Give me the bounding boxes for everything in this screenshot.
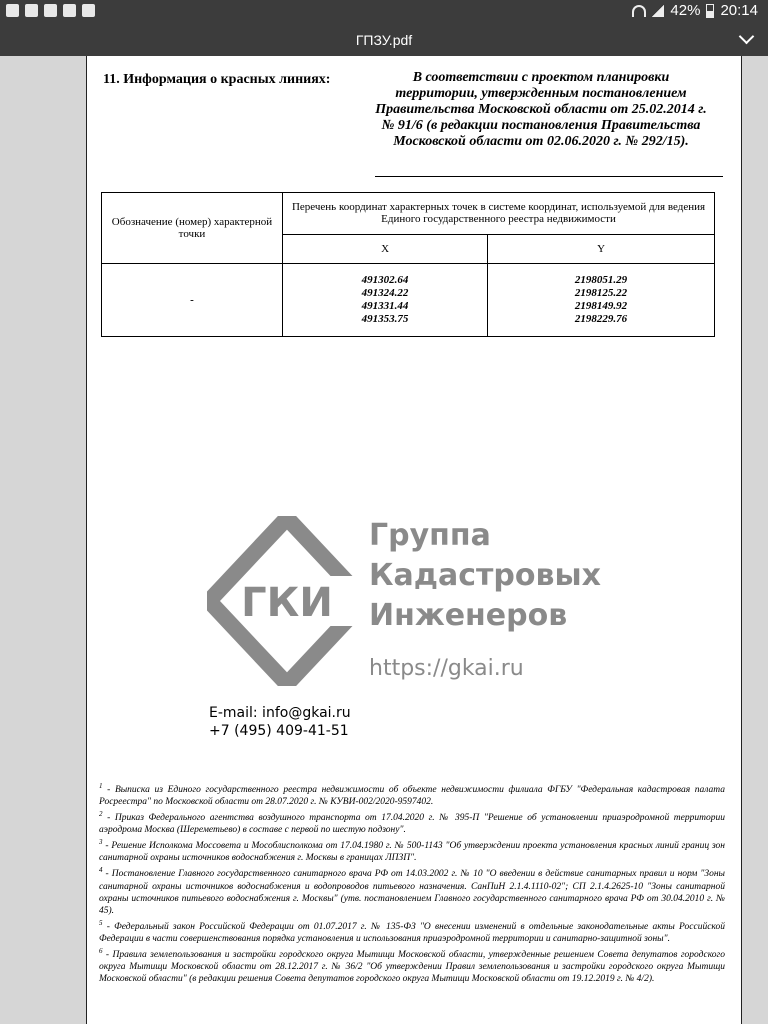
watermark-phone: +7 (495) 409-41-51 [209, 723, 349, 739]
status-bar [0, 0, 768, 24]
footnote: $^3$ - Решение Исполкома Моссовета и Мособлисполкома от 17.04.1980 г. № 500-1143 "Об утверждении проекта установления красных линий границ зон санитарной охраны источников водоснабжения г. Москвы в границах ЛПЗП". [99, 838, 725, 864]
y-values-cell [488, 264, 715, 337]
clock: 20:14 [720, 2, 758, 19]
company-line: Кадастровых [369, 558, 601, 593]
x-values-cell [283, 264, 488, 337]
watermark-url: https://gkai.ru [369, 656, 524, 681]
weather-icon [82, 4, 95, 17]
battery-icon [706, 4, 714, 18]
footnote: $^4$ - Постановление Главного государственного санитарного врача РФ от 14.03.2002 г. № 10 "О введении в действие санитарных правил и норм "Зоны санитарной охраны источников водоснабжения и водопроводов питьевого назначения. СанПиН 2.1.4.1110-02"; СП 2.1.4.2625-10 "Зоны санитарной охраны источников питьевого водоснабжения г. Москвы" (утв. постановлением Главного государственного санитарного врача РФ от 30.04.2010 г. № 45). [99, 866, 725, 916]
x-value: 491353.75 [361, 313, 409, 325]
footnote: $^1$ - Выписка из Единого государственного реестра недвижимости об объекте недвижимости филиала ФГБУ "Федеральная кадастровая палата Росреестра" по Московской области от 28.07.2020 г. № КУВИ-002/2020-9597402. [99, 782, 725, 808]
y-value: 2198125.22 [574, 287, 628, 299]
header-x: X [283, 234, 488, 263]
header-coordinates: Перечень координат характерных точек в системе координат, используемой для ведения Единого государственного реестра недвижимости [283, 193, 715, 235]
watermark [207, 516, 627, 816]
document-title: ГПЗУ.pdf [355, 32, 413, 48]
reference-underline [375, 176, 723, 177]
instagram-icon [25, 4, 38, 17]
watermark-company [369, 516, 601, 636]
battery-percent: 42% [670, 2, 701, 19]
section-title: 11. Информация о красных линиях: [103, 72, 331, 87]
x-value: 491331.44 [361, 300, 409, 312]
title-bar [0, 24, 768, 56]
image-icon [6, 4, 19, 17]
x-value: 491324.22 [361, 287, 409, 299]
watermark-email: E-mail: info@gkai.ru [209, 705, 351, 721]
footnote: $^5$ - Федеральный закон Российской Федерации от 01.07.2017 г. № 135-ФЗ "О внесении изменений в отдельные законодательные акты Российской Федерации в части совершенствования порядка установления и использования приаэродромной территории и санитарно-защитной зоны". [99, 918, 725, 944]
wifi-icon [632, 5, 646, 17]
notification-icons [6, 4, 95, 17]
watermark-contact [209, 704, 351, 740]
header-point-number: Обозначение (номер) характерной точки [102, 193, 283, 264]
header-y: Y [488, 234, 715, 263]
gki-logo [207, 516, 367, 686]
y-value: 2198051.29 [574, 274, 628, 286]
logo-text: ГКИ [241, 580, 333, 626]
y-value: 2198229.76 [574, 313, 628, 325]
pdf-page[interactable] [86, 56, 742, 1024]
company-line: Инженеров [369, 598, 568, 633]
sms-icon [44, 4, 57, 17]
download-icon [63, 4, 76, 17]
x-value: 491302.64 [361, 274, 409, 286]
status-right [632, 2, 758, 19]
footnotes [99, 780, 725, 985]
company-line: Группа [369, 518, 491, 553]
footnote: $^6$ - Правила землепользования и застройки городского округа Мытищи Московской области, утвержденные решением Совета депутатов городского округа Мытищи Московской области от 28.12.2017 г. № 36/2 "Об утверждении Правил землепользования и застройки городского округа Мытищи Московской области" (в редакции решения Совета депутатов городского округа Мытищи Московской области от 19.12.2019 г. № 4/2). [99, 946, 725, 984]
coordinates-table [101, 192, 715, 337]
y-value: 2198149.92 [574, 300, 628, 312]
point-number-cell: - [102, 264, 283, 337]
footnote: $^2$ - Приказ Федерального агентства воздушного транспорта от 17.04.2020 г. № 395-П "Решение об установлении приаэродромной территории аэродрома Москва (Шереметьево) в составе с первой по шестую подзону". [99, 810, 725, 836]
section-reference: В соответствии с проектом планировки территории, утвержденным постановлением Правительства Московской области от 25.02.2014 г. № 91/6 (в редакции постановления Правительства Московской области от 02.06.2020 г. № 292/15). [375, 70, 707, 149]
signal-icon [652, 5, 664, 17]
